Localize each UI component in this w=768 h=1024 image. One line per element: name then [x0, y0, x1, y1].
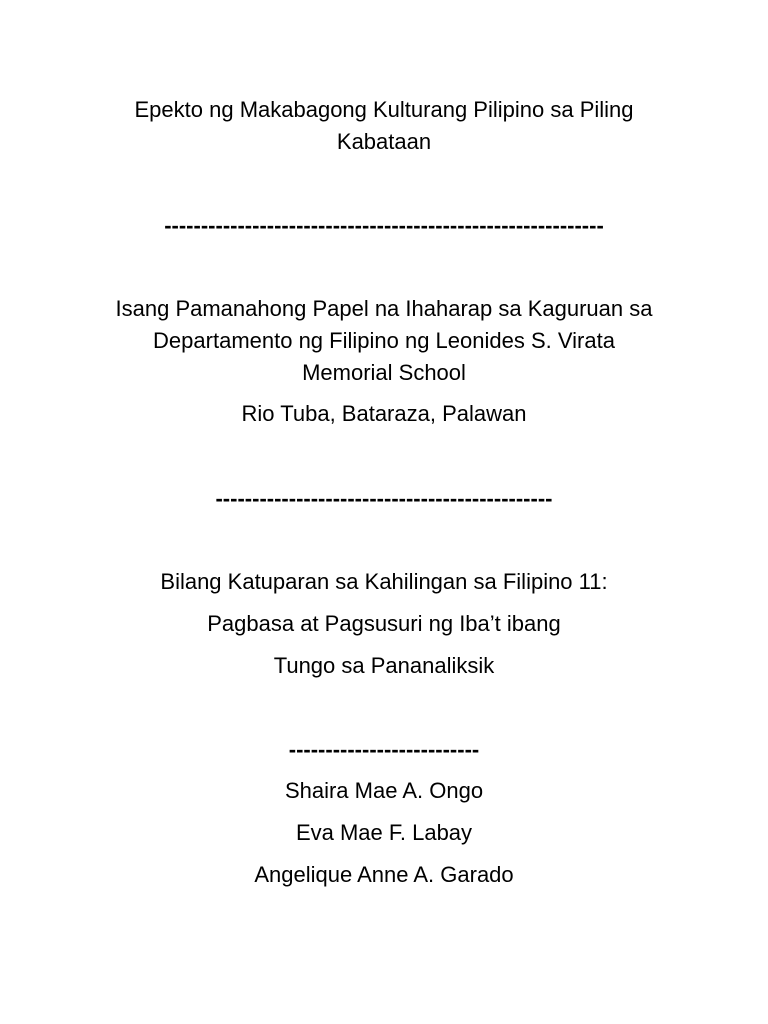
submission-line-3: Memorial School: [302, 360, 466, 385]
title-line-1: Epekto ng Makabagong Kulturang Pilipino sa Piling: [134, 97, 634, 122]
submission-line-1: Isang Pamanahong Papel na Ihaharap sa Kaguruan sa: [115, 296, 653, 321]
submission-line-2: Departamento ng Filipino ng Leonides S. Virata: [153, 328, 615, 353]
requirement-line-1: Bilang Katuparan sa Kahilingan sa Filipino 11:: [160, 569, 608, 594]
requirement-line-3: Tungo sa Pananaliksik: [273, 653, 495, 678]
author-2: Eva Mae F. Labay: [295, 820, 473, 845]
requirement-line-2: Pagbasa at Pagsusuri ng Iba’t ibang: [207, 611, 561, 636]
title-line-2: Kabataan: [336, 129, 432, 154]
author-3: Angelique Anne A. Garado: [254, 862, 514, 887]
location-line: Rio Tuba, Bataraza, Palawan: [241, 401, 527, 426]
separator-1: ------------------------------------------------------------: [164, 213, 604, 238]
author-1: Shaira Mae A. Ongo: [284, 778, 484, 803]
separator-3: --------------------------: [288, 737, 480, 762]
separator-2: ----------------------------------------------: [215, 486, 553, 511]
